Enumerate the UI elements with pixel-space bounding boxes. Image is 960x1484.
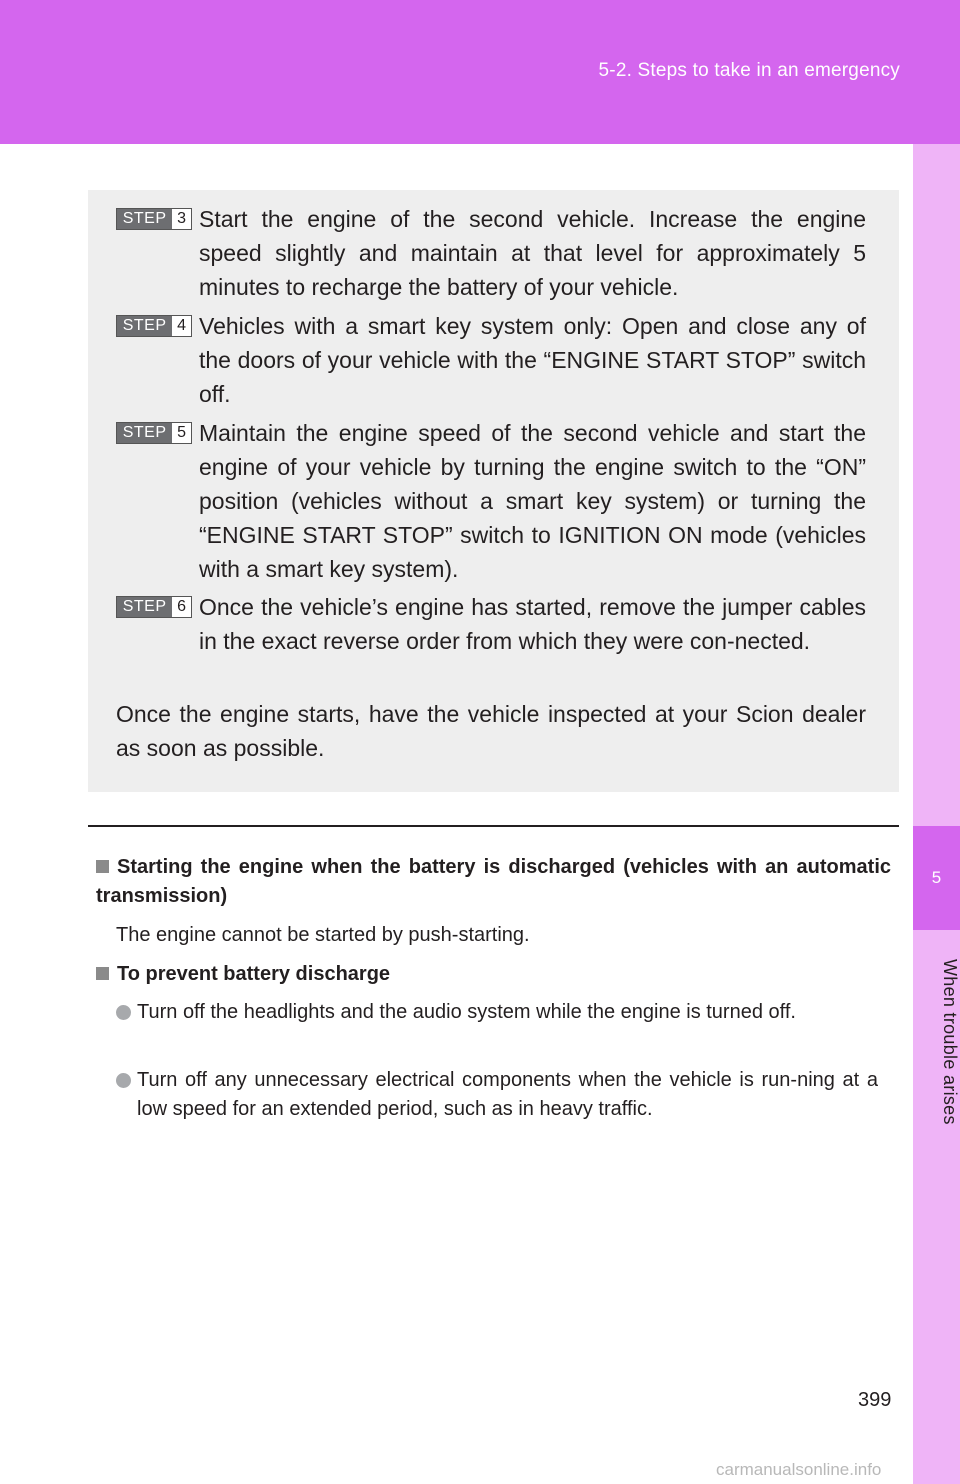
step-4 — [116, 309, 866, 411]
step-badge-number: 5 — [172, 423, 191, 443]
step-text: Once the vehicle’s engine has started, remove the jumper cables in the exact reverse order from which they were con-nected. — [199, 594, 866, 654]
step-badge-number: 6 — [172, 597, 191, 617]
round-bullet-icon — [116, 1073, 131, 1088]
page-header — [0, 0, 960, 144]
section-divider — [88, 825, 899, 827]
note-heading-push-start — [96, 853, 891, 911]
step-badge-label: STEP — [117, 423, 172, 443]
step-badge — [116, 422, 192, 444]
step-badge-number: 3 — [172, 209, 191, 229]
bullet-item — [116, 998, 878, 1027]
note-heading-battery-discharge — [96, 960, 891, 989]
step-text: Maintain the engine speed of the second vehicle and start the engine of your vehicle by turning the engine switch to the “ON” position (vehicles without a smart key system) or turning the “ENGINE START STOP” switch to IGNITION ON mode (vehicles with a smart key system). — [199, 420, 866, 582]
step-text: Start the engine of the second vehicle. Increase the engine speed slightly and maintain at that level for approximately 5 minutes to recharge the battery of your vehicle. — [199, 206, 866, 300]
step-badge-label: STEP — [117, 209, 172, 229]
step-badge — [116, 596, 192, 618]
step-badge — [116, 315, 192, 337]
page-number: 399 — [858, 1389, 892, 1411]
step-badge — [116, 208, 192, 230]
after-steps-text: Once the engine starts, have the vehicle inspected at your Scion dealer as soon as possible. — [116, 701, 866, 761]
side-tab-upper — [913, 144, 960, 826]
bullet-text: Turn off the headlights and the audio system while the engine is turned off. — [137, 1001, 796, 1023]
chapter-number-tab: 5 — [913, 826, 960, 930]
step-badge-number: 4 — [172, 316, 191, 336]
step-badge-label: STEP — [117, 597, 172, 617]
round-bullet-icon — [116, 1005, 131, 1020]
chapter-title: When trouble arises — [940, 959, 960, 1125]
section-title: 5-2. Steps to take in an emergency — [598, 60, 900, 81]
step-5 — [116, 416, 866, 586]
bullet-item — [116, 1066, 878, 1124]
watermark: carmanualsonline.info — [716, 1460, 882, 1479]
square-bullet-icon — [96, 860, 109, 873]
note-heading-text: Starting the engine when the battery is discharged (vehicles with an automatic transmission) — [96, 856, 891, 907]
note-heading-text: To prevent battery discharge — [117, 963, 391, 985]
square-bullet-icon — [96, 967, 109, 980]
bullet-text: Turn off any unnecessary electrical components when the vehicle is run-ning at a low speed for an extended period, such as in heavy traffic. — [137, 1069, 878, 1120]
step-badge-label: STEP — [117, 316, 172, 336]
step-text: Vehicles with a smart key system only: Open and close any of the doors of your vehicle with the “ENGINE START STOP” switch off. — [199, 313, 866, 407]
step-3 — [116, 202, 866, 304]
note-body: The engine cannot be started by push-starting. — [116, 924, 530, 946]
step-6 — [116, 590, 866, 658]
